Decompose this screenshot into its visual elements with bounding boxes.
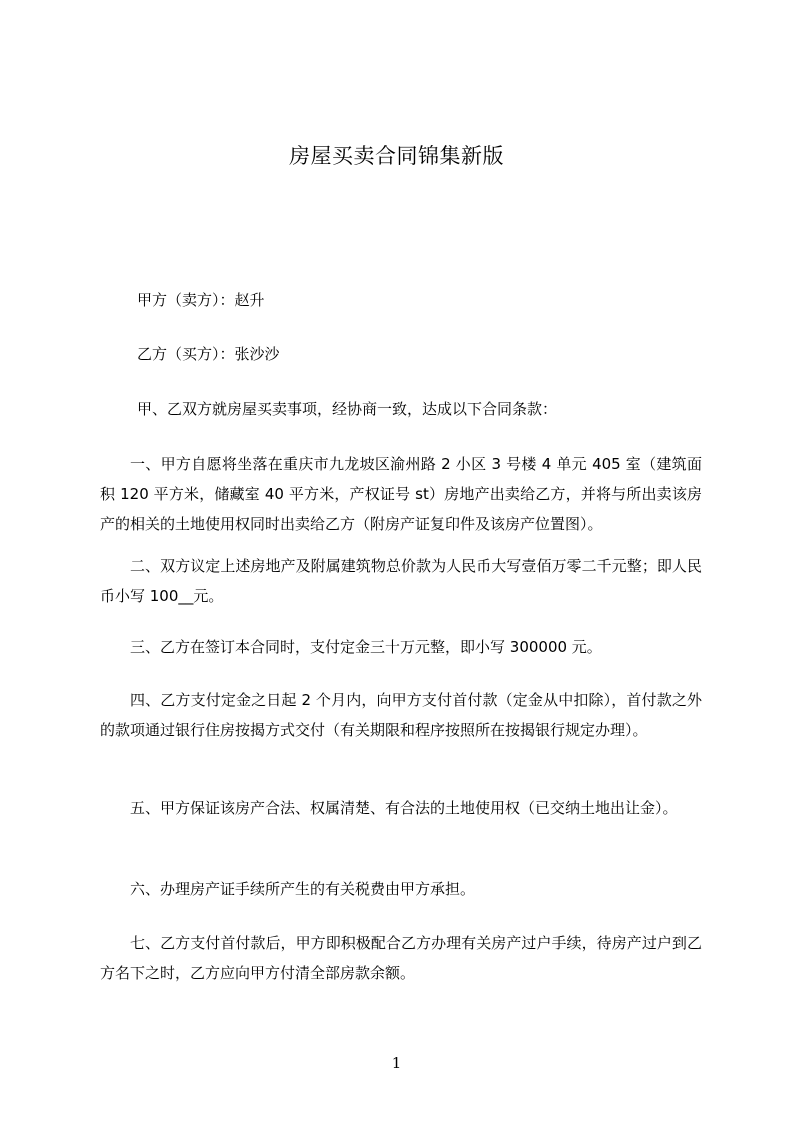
intro-line: 甲、乙双方就房屋买卖事项，经协商一致，达成以下合同条款： — [137, 400, 558, 418]
clause-4: 四、乙方支付定金之日起 2 个月内，向甲方支付首付款（定金从中扣除），首付款之外的款项通过银行住房按揭方式交付（有关期限和程序按照所在按揭银行规定办理）。 — [100, 691, 702, 739]
clause-2: 二、双方议定上述房地产及附属建筑物总价款为人民币大写壹佰万零二千元整；即人民币小写 100__元。 — [100, 557, 702, 605]
clause-5: 五、甲方保证该房产合法、权属清楚、有合法的土地使用权（已交纳土地出让金）。 — [130, 799, 678, 817]
party-a-line: 甲方（卖方）：赵升 — [137, 291, 265, 309]
clause-3: 三、乙方在签订本合同时，支付定金三十万元整，即小写 300000 元。 — [130, 638, 602, 656]
clause-6: 六、办理房产证手续所产生的有关税费由甲方承担。 — [130, 880, 476, 898]
clause-1: 一、甲方自愿将坐落在重庆市九龙坡区渝州路 2 小区 3 号楼 4 单元 405 室（建筑面积 120 平方米，储藏室 40 平方米，产权证号 st）房地产出卖给乙方，并将与所出卖该房产的相关的土地使用权同时出卖给乙方（附房产证复印件及该房产位置图）。 — [100, 455, 702, 533]
clause-7: 七、乙方支付首付款后，甲方即积极配合乙方办理有关房产过户手续，待房产过户到乙方名下之时，乙方应向甲方付清全部房款余额。 — [100, 934, 702, 982]
party-b-line: 乙方（买方）：张沙沙 — [137, 345, 280, 363]
page-number: 1 — [391, 1054, 402, 1072]
page-title: 房屋买卖合同锦集新版 — [289, 144, 504, 168]
